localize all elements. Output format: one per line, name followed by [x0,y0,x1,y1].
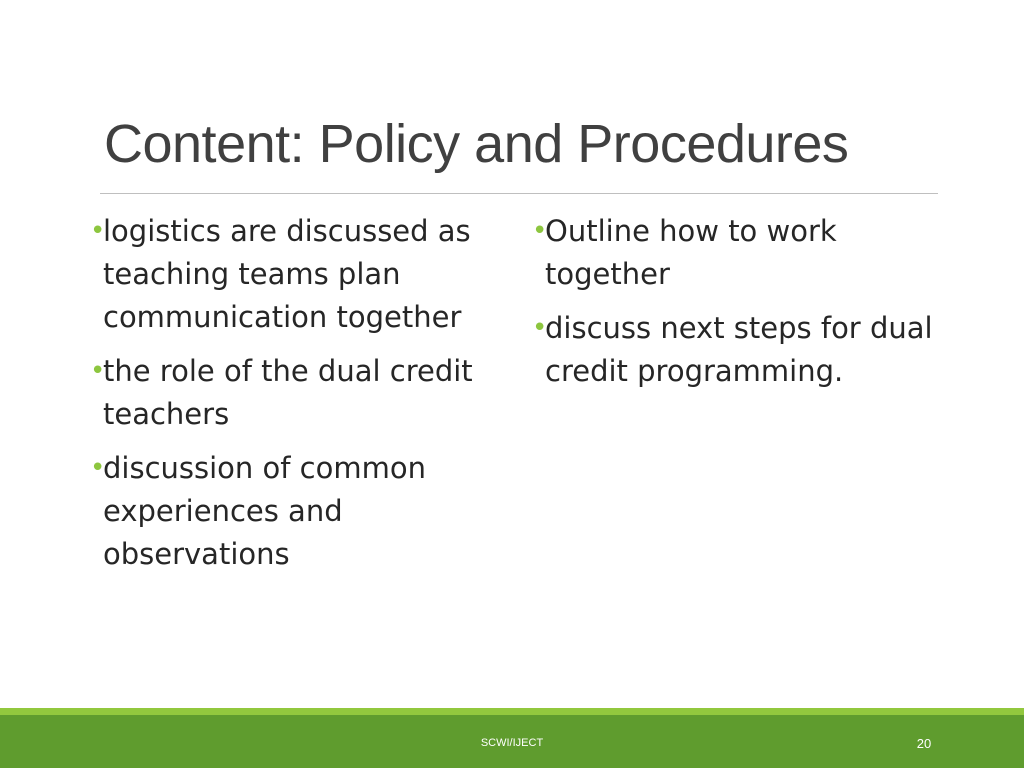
bullet-item [530,307,950,393]
bullet-item [88,350,508,436]
bullet-text: logistics are discussed as teaching teams plan communication together [103,214,471,334]
bullet-item [530,210,950,296]
title-divider [100,193,938,194]
bullet-item [88,447,508,576]
bullet-dot-icon: • [90,356,106,386]
bullet-dot-icon: • [532,313,548,343]
slide-title: Content: Policy and Procedures [104,114,849,174]
right-bullet-column [530,210,950,404]
bullet-dot-icon: • [90,216,106,246]
left-bullet-column [88,210,508,587]
bullet-item [88,210,508,339]
bullet-text: the role of the dual credit teachers [103,354,473,431]
bullet-dot-icon: • [532,216,548,246]
footer-text: SCWI/IJECT [480,737,544,749]
bullet-text: Outline how to work together [545,214,837,291]
bullet-text: discuss next steps for dual credit programming. [545,311,933,388]
footer-accent-stripe [0,708,1024,715]
bullet-text: discussion of common experiences and observations [103,451,426,571]
page-number: 20 [916,736,932,751]
bullet-dot-icon: • [90,453,106,483]
